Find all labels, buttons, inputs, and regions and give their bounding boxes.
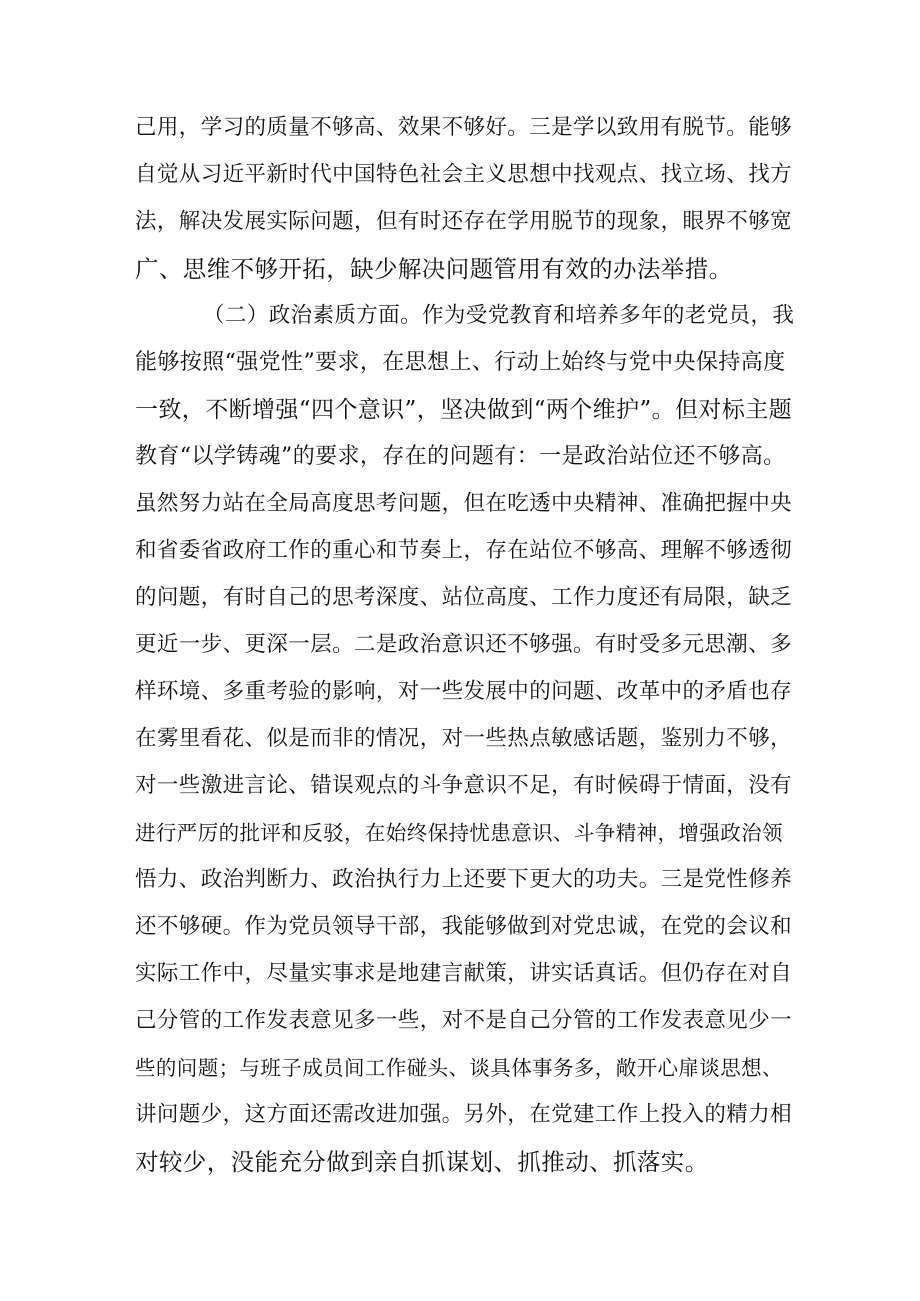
text-line: 一致，不断增强“四个意识”，坚决做到“两个维护”。但对标主题 <box>135 397 793 423</box>
text-line: 样环境、多重考验的影响，对一些发展中的问题、改革中的矛盾也存 <box>135 679 793 704</box>
text-line: 能够按照“强党性”要求，在思想上、行动上始终与党中央保持高度 <box>135 350 786 375</box>
text-line: 进行严厉的批评和反驳，在始终保持忧患意识、斗争精神，增强政治领 <box>135 821 783 845</box>
text-line: 对一些激进言论、错误观点的斗争意识不足，有时候碍于情面，没有 <box>135 773 793 798</box>
text-line: 些的问题；与班子成员间工作碰头、谈具体事务多，敞开心扉谈思想、 <box>135 1056 783 1080</box>
text-line: 对较少，没能充分做到亲自抓谋划、抓推动、抓落实。 <box>135 1148 709 1176</box>
text-line: 讲问题少，这方面还需改进加强。另外，在党建工作上投入的精力相 <box>135 1102 793 1127</box>
text-line: 广、思维不够开拓，缺少解决问题管用有效的办法举措。 <box>135 255 733 283</box>
text-line: 在雾里看花、似是而非的情况，对一些热点敏感话题，鉴别力不够， <box>135 726 793 751</box>
text-line: 自觉从习近平新时代中国特色社会主义思想中找观点、找立场、找方 <box>135 162 793 187</box>
paragraph-heading-line: （二）政治素质方面。作为受党教育和培养多年的老党员，我 <box>203 303 795 328</box>
text-line: 和省委省政府工作的重心和节奏上，存在站位不够高、理解不够透彻 <box>135 538 793 563</box>
text-line: 虽然努力站在全局高度思考问题，但在吃透中央精神、准确把握中央 <box>135 491 793 516</box>
text-line: 教育“以学铸魂”的要求，存在的问题有：一是政治站位还不够高。 <box>135 444 786 469</box>
text-line: 己分管的工作发表意见多一些，对不是自己分管的工作发表意见少一 <box>135 1008 793 1033</box>
text-line: 法，解决发展实际问题，但有时还存在学用脱节的现象，眼界不够宽 <box>135 209 793 234</box>
text-line: 悟力、政治判断力、政治执行力上还要下更大的功夫。三是党性修养 <box>135 867 793 892</box>
text-line: 的问题，有时自己的思考深度、站位高度、工作力度还有局限，缺乏 <box>135 585 793 610</box>
text-line: 实际工作中，尽量实事求是地建言献策，讲实话真话。但仍存在对自 <box>135 961 793 986</box>
text-line: 己用，学习的质量不够高、效果不够好。三是学以致用有脱节。能够 <box>135 115 793 140</box>
text-line: 更近一步、更深一层。二是政治意识还不够强。有时受多元思潮、多 <box>135 632 793 657</box>
text-line: 还不够硬。作为党员领导干部，我能够做到对党忠诚，在党的会议和 <box>135 914 793 939</box>
